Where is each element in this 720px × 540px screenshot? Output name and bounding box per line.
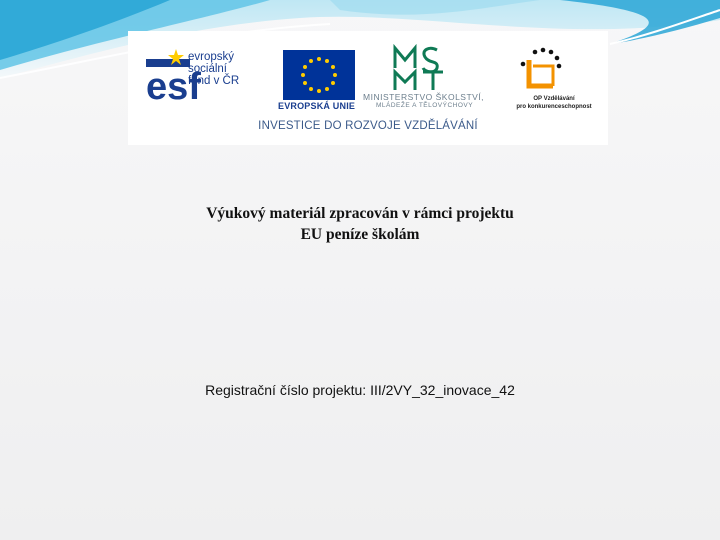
eu-label: EVROPSKÁ UNIE [278,101,356,111]
eu-logo-banner [128,31,608,145]
msmt-label-line2: MLÁDEŽE A TĚLOVÝCHOVY [376,102,474,109]
registration-number: Registrační číslo projektu: III/2VY_32_inovace_42 [205,382,515,398]
heading-line2: EU peníze školám [300,226,420,243]
msmt-logo-icon [393,46,463,92]
msmt-label-line1: MINISTERSTVO ŠKOLSTVÍ, [363,92,485,102]
esf-logo-icon [146,49,201,108]
esf-line: fond v ČR [188,75,240,87]
svg-text:esf: esf [146,66,201,108]
op-label [502,95,606,111]
investice-tagline: INVESTICE DO ROZVOJE VZDĚLÁVÁNÍ [258,120,478,132]
esf-line: sociální [188,63,227,75]
esf-line: evropský [188,51,235,63]
heading-line1: Výukový materiál zpracován v rámci projektu [206,205,514,222]
op-label-line2: pro konkurenceschopnost [516,104,592,110]
esf-label [188,51,239,87]
slide-heading [0,203,720,245]
eu-flag-icon [283,50,355,100]
op-label-line1: OP Vzdělávání [533,96,575,102]
op-logo-icon [513,46,569,92]
